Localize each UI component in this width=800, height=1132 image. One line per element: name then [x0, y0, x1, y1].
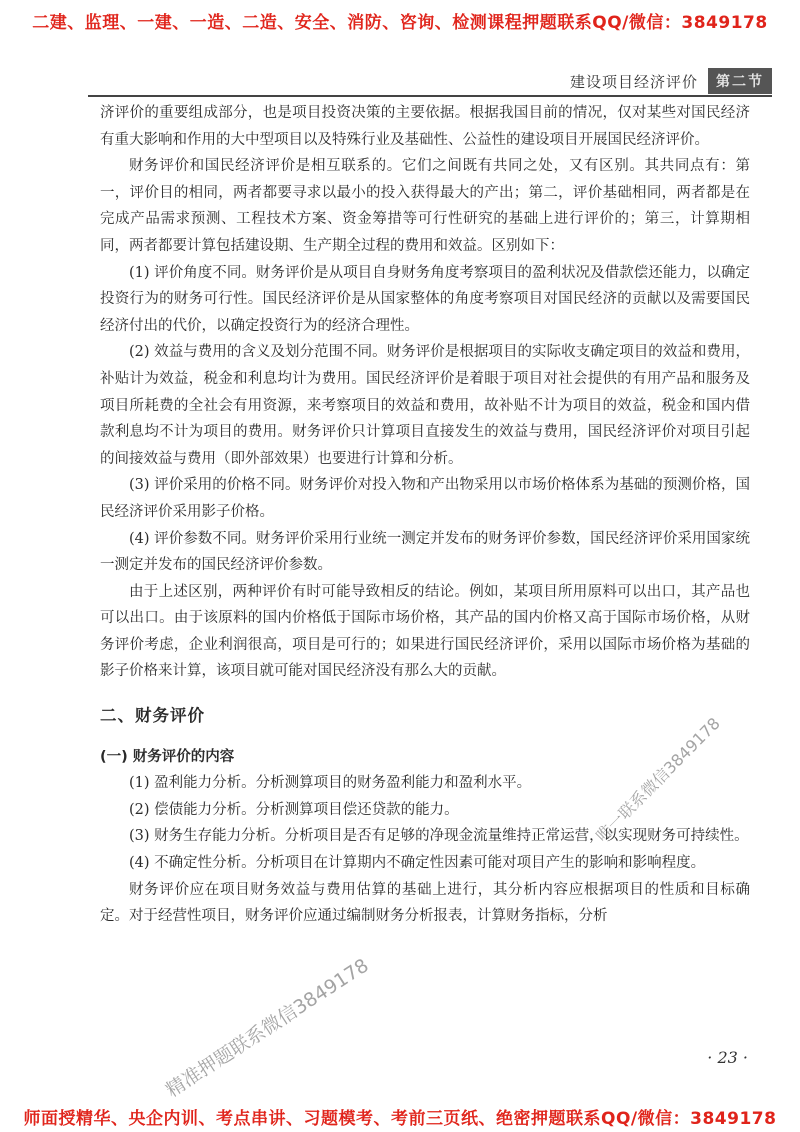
subsection-heading: (一) 财务评价的内容: [100, 748, 235, 765]
paragraph-difference-3: (3) 评价采用的价格不同。财务评价对投入物和产出物采用以市场价格体系为基础的预测价格，国民经济评价采用影子价格。: [100, 477, 750, 520]
list-item-survival: (3) 财务生存能力分析。分析项目是否有足够的净现金流量维持正常运营，以实现财务可持续性。: [129, 828, 749, 845]
paragraph-2: 财务评价和国民经济评价是相互联系的。它们之间既有共同之处，又有区别。其共同点有：第一，评价目的相同，两者都要寻求以最小的投入获得最大的产出；第二，评价基础相同，两者都是在完成产品需求预测、工程技术方案、资金筹措等可行性研究的基础上进行评价的；第三，计算期相同，两者都要计算包括建设期、生产期全过程的费用和效益。区别如下：: [100, 158, 750, 254]
header-rule: [88, 95, 772, 97]
list-item-solvency: (2) 偿债能力分析。分析测算项目偿还贷款的能力。: [129, 801, 459, 818]
chapter-title: 建设项目经济评价: [569, 72, 698, 91]
paragraph-1: 济评价的重要组成部分，也是项目投资决策的主要依据。根据我国目前的情况，仅对某些对国民经济有重大影响和作用的大中型项目以及特殊行业及基础性、公益性的建设项目开展国民经济评价。: [100, 105, 750, 148]
paragraph-difference-2: (2) 效益与费用的含义及划分范围不同。财务评价是根据项目的实际收支确定项目的效益和费用，补贴计为效益，税金和利息均计为费用。国民经济评价是着眼于项目对社会提供的有用产品和服务及项目所耗费的全社会有用资源，来考察项目的效益和费用，故补贴不计为项目的效益，税金和国内借款利息均不计为项目的费用。财务评价只计算项目直接发生的效益与费用，国民经济评价对项目引起的间接效益与费用（即外部效果）也要进行计算和分析。: [100, 344, 750, 467]
page-body: [100, 100, 750, 930]
running-header: [570, 68, 772, 94]
list-item-uncertainty: (4) 不确定性分析。分析项目在计算期内不确定性因素可能对项目产生的影响和影响程度。: [129, 855, 706, 872]
top-promo-banner: 二建、监理、一建、一造、二造、安全、消防、咨询、检测课程押题联系QQ/微信：3849178: [32, 13, 768, 33]
section-label: 第二节: [708, 68, 772, 94]
bottom-promo-banner: 师面授精华、央企内训、考点串讲、习题模考、考前三页纸、绝密押题联系QQ/微信：3849178: [23, 1109, 777, 1129]
paragraph-difference-4: (4) 评价参数不同。财务评价采用行业统一测定并发布的财务评价参数，国民经济评价采用国家统一测定并发布的国民经济评价参数。: [100, 530, 750, 574]
page-number: · 23 ·: [707, 1048, 748, 1067]
section-heading: 二、财务评价: [100, 706, 205, 726]
paragraph-difference-1: (1) 评价角度不同。财务评价是从项目自身财务角度考察项目的盈利状况及借款偿还能力，以确定投资行为的财务可行性。国民经济评价是从国家整体的角度考察项目对国民经济的贡献以及需要国民经济付出的代价，以确定投资行为的经济合理性。: [100, 264, 750, 334]
paragraph-final: 财务评价应在项目财务效益与费用估算的基础上进行，其分析内容应根据项目的性质和目标确定。对于经营性项目，财务评价应通过编制财务分析报表，计算财务指标，分析: [100, 881, 750, 925]
list-item-profitability: (1) 盈利能力分析。分析测算项目的财务盈利能力和盈利水平。: [129, 775, 532, 792]
paragraph-example: 由于上述区别，两种评价有时可能导致相反的结论。例如，某项目所用原料可以出口，其产品也可以出口。由于该原料的国内价格低于国际市场价格，其产品的国内价格又高于国际市场价格，从财务评价考虑，企业利润很高，项目是可行的；如果进行国民经济评价，采用以国际市场价格为基础的影子价格来计算，该项目就可能对国民经济没有那么大的贡献。: [100, 583, 750, 680]
watermark-contact: 唯一联系微信3849178: [592, 713, 724, 846]
watermark-promo: 精准押题联系微信3849178: [162, 954, 373, 1102]
